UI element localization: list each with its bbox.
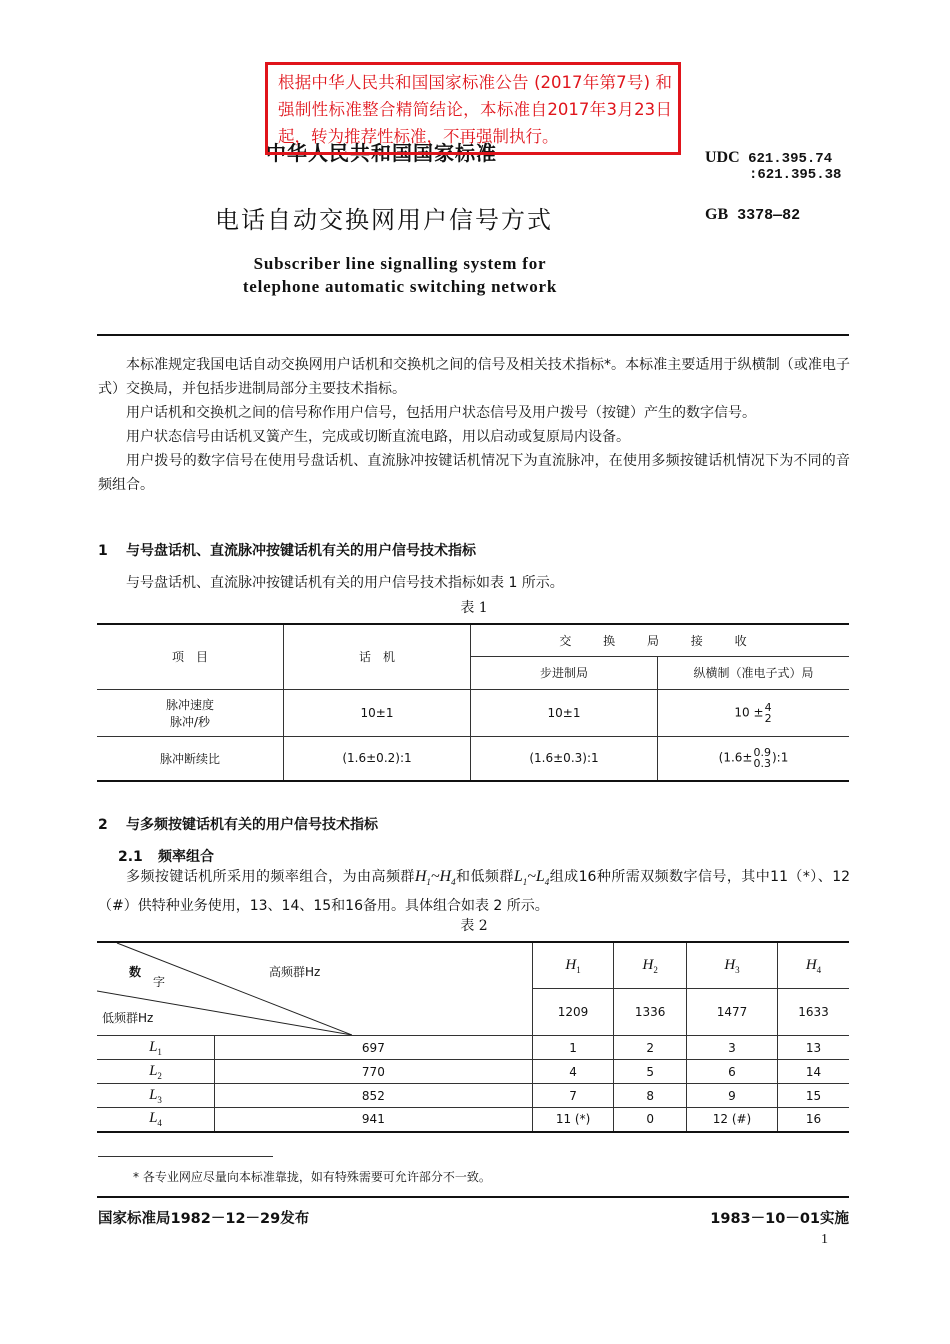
- footnote-divider: [98, 1156, 273, 1157]
- digit-cell: 16: [777, 1108, 849, 1132]
- table-2: [97, 941, 849, 1133]
- row-item: 脉冲断续比: [97, 736, 284, 781]
- intro-paragraphs: [98, 353, 850, 497]
- digit-cell: 14: [777, 1060, 849, 1084]
- symbol: H: [642, 956, 654, 973]
- gb-code: 3378—82: [737, 207, 801, 224]
- symbol: L: [149, 1038, 158, 1055]
- subscript: 1: [157, 1046, 162, 1057]
- digit-cell: 11 (*): [532, 1108, 614, 1132]
- symbol: H: [724, 956, 736, 973]
- subscript: 4: [157, 1118, 162, 1129]
- digit-cell: 3: [687, 1036, 778, 1060]
- low-group-label: [97, 1060, 215, 1084]
- status-notice-box: [265, 62, 681, 155]
- high-group-h3: [687, 942, 778, 989]
- symbol: L: [513, 868, 523, 885]
- intro-paragraph: 本标准规定我国电话自动交换网用户话机和交换机之间的信号及相关技术指标*。本标准主要适用于纵横制（或准电子式）交换局，并包括步进制局部分主要技术指标。: [98, 357, 850, 397]
- h-range: [414, 868, 456, 888]
- subscript: 4: [816, 964, 822, 975]
- cell-step: 10±1: [471, 689, 658, 736]
- section-2-text: [98, 865, 850, 918]
- header-phone: 话 机: [284, 624, 471, 689]
- symbol: L: [535, 868, 545, 885]
- gb-label: GB: [705, 206, 729, 223]
- intro-paragraph: 用户拨号的数字信号在使用号盘话机、直流脉冲按键话机情况下为直流脉冲，在使用多频按键话机情况下为不同的音频组合。: [98, 453, 850, 493]
- text-part: 多频按键话机所采用的频率组合，为由高频群: [126, 869, 415, 885]
- footer-divider: [97, 1196, 849, 1198]
- corner-high-label: 高频群Hz: [269, 965, 321, 979]
- digit-cell: 9: [687, 1084, 778, 1108]
- table-row: [97, 1060, 849, 1084]
- tolerance-fraction: [765, 702, 772, 724]
- digit-cell: 1: [532, 1036, 614, 1060]
- digit-cell: 5: [614, 1060, 687, 1084]
- value-base: 10 ±: [734, 705, 764, 719]
- digit-cell: 12 (#): [687, 1108, 778, 1132]
- document-title-en: [200, 252, 600, 298]
- upper-tolerance: 4: [764, 700, 772, 714]
- cell-phone: (1.6±0.2):1: [284, 736, 471, 781]
- digit-cell: 8: [614, 1084, 687, 1108]
- table-row: [97, 1084, 849, 1108]
- page-number: 1: [821, 1232, 828, 1247]
- tilde: ~: [527, 868, 536, 885]
- corner-low-label: 低频群Hz: [102, 1011, 154, 1025]
- subscript: 4: [451, 877, 456, 888]
- udc-classification: [705, 150, 841, 183]
- low-freq: 941: [215, 1108, 533, 1132]
- symbol: L: [149, 1110, 158, 1127]
- low-freq: 697: [215, 1036, 533, 1060]
- digit-cell: 2: [614, 1036, 687, 1060]
- symbol: L: [149, 1062, 158, 1079]
- lower-tolerance: 2: [764, 711, 772, 725]
- udc-code-2: :621.395.38: [749, 167, 842, 183]
- issuing-organization: 中华人民共和国国家标准: [266, 141, 497, 165]
- symbol: H: [439, 868, 452, 885]
- cell-phone: 10±1: [284, 689, 471, 736]
- footnote: * 各专业网应尽量向本标准靠拢，如有特殊需要可允许部分不一致。: [133, 1170, 491, 1184]
- table-row: [97, 1036, 849, 1060]
- table-row: [97, 1108, 849, 1132]
- subsection-title: 频率组合: [158, 849, 214, 865]
- title-en-line1: Subscriber line signalling system for: [253, 254, 547, 273]
- value-post: ):1: [771, 750, 789, 765]
- header-item: 项 目: [97, 624, 284, 689]
- digit-cell: 13: [777, 1036, 849, 1060]
- text-part: 和低频群: [455, 869, 514, 885]
- item-line: 脉冲/秒: [169, 714, 211, 729]
- udc-code-1: 621.395.74: [748, 151, 833, 167]
- subsection-number: 2.1: [118, 849, 143, 865]
- section-number: 2: [98, 817, 108, 833]
- header-crossbar: 纵横制（准电子式）局: [658, 656, 850, 689]
- digit-cell: 6: [687, 1060, 778, 1084]
- subscript: 1: [426, 877, 431, 888]
- subscript: 2: [653, 964, 658, 975]
- digit-cell: 7: [532, 1084, 614, 1108]
- table-row: [97, 689, 849, 736]
- subscript: 4: [544, 877, 550, 888]
- table-2-caption: 表 2: [460, 918, 488, 934]
- title-en-line2: telephone automatic switching network: [242, 277, 558, 296]
- high-group-h2: [614, 942, 687, 989]
- low-group-label: [97, 1084, 215, 1108]
- cell-crossbar: [658, 689, 850, 736]
- digit-cell: 0: [614, 1108, 687, 1132]
- high-freq: 1633: [777, 989, 849, 1036]
- section-1-text: [98, 571, 850, 595]
- intro-paragraph: 用户话机和交换机之间的信号称作用户信号，包括用户状态信号及用户拨号（按键）产生的数字信号。: [126, 405, 756, 421]
- symbol: L: [149, 1086, 158, 1103]
- subscript: 2: [157, 1070, 162, 1081]
- section-2-paragraph: [98, 865, 850, 918]
- effective-date: 1983－10－01实施: [710, 1211, 849, 1227]
- subscript: 1: [522, 877, 528, 888]
- section-1-heading: [98, 540, 476, 560]
- cell-step: (1.6±0.3):1: [471, 736, 658, 781]
- row-item: [97, 689, 284, 736]
- high-group-h1: [532, 942, 614, 989]
- table-1: [97, 623, 849, 782]
- section-number: 1: [98, 543, 108, 559]
- low-group-label: [97, 1036, 215, 1060]
- text-part: 组成16种所需双频数字信号，其中11（*）、12（#）供特种业务使用，13、14、15和16备用。具体组合如表 2 所示。: [98, 869, 851, 915]
- subscript: 1: [576, 964, 581, 975]
- header-step: 步进制局: [471, 656, 658, 689]
- corner-digit-1: 数: [129, 965, 142, 979]
- digit-cell: 4: [532, 1060, 614, 1084]
- table-1-caption: 表 1: [460, 600, 488, 616]
- high-freq: 1477: [687, 989, 778, 1036]
- udc-label: UDC: [705, 149, 740, 166]
- subscript: 3: [735, 964, 740, 975]
- intro-paragraph: 用户状态信号由话机叉簧产生，完成或切断直流电路，用以启动或复原局内设备。: [126, 429, 630, 445]
- symbol: H: [565, 956, 577, 973]
- section-title: 与多频按键话机有关的用户信号技术指标: [126, 817, 378, 833]
- digit-cell: 15: [777, 1084, 849, 1108]
- corner-digit-2: 字: [153, 975, 166, 989]
- subsection-2-1-heading: [118, 846, 214, 866]
- section-2-heading: [98, 814, 378, 834]
- tilde: ~: [430, 868, 440, 885]
- section-title: 与号盘话机、直流脉冲按键话机有关的用户信号技术指标: [126, 543, 476, 559]
- low-freq: 770: [215, 1060, 533, 1084]
- header-exchange: 交 换 局 接 收: [471, 624, 850, 656]
- upper-tolerance: 0.9: [753, 746, 771, 760]
- symbol: H: [414, 868, 427, 885]
- subscript: 3: [157, 1094, 162, 1105]
- standard-number: [705, 206, 800, 224]
- header-divider: [97, 334, 849, 336]
- table-row: [97, 736, 849, 781]
- lower-tolerance: 0.3: [753, 757, 771, 771]
- issued-date: 国家标准局1982－12－29发布: [98, 1211, 310, 1227]
- high-freq: 1336: [614, 989, 687, 1036]
- value-pre: (1.6±: [718, 750, 753, 765]
- corner-header-cell: [97, 942, 532, 1036]
- item-line: 脉冲速度: [165, 697, 214, 712]
- cell-crossbar: [658, 736, 850, 781]
- high-freq: 1209: [532, 989, 614, 1036]
- section-1-paragraph: 与号盘话机、直流脉冲按键话机有关的用户信号技术指标如表 1 所示。: [126, 575, 564, 591]
- high-group-h4: [777, 942, 849, 989]
- low-freq: 852: [215, 1084, 533, 1108]
- tolerance-fraction: [753, 747, 771, 769]
- l-range: [513, 868, 550, 888]
- notice-text: 根据中华人民共和国国家标准公告 (2017年第7号) 和强制性标准整合精简结论，本标准自2017年3月23日起，转为推荐性标准，不再强制执行。: [278, 73, 672, 146]
- low-group-label: [97, 1108, 215, 1132]
- document-title-cn: 电话自动交换网用户信号方式: [215, 206, 553, 234]
- symbol: H: [805, 956, 817, 973]
